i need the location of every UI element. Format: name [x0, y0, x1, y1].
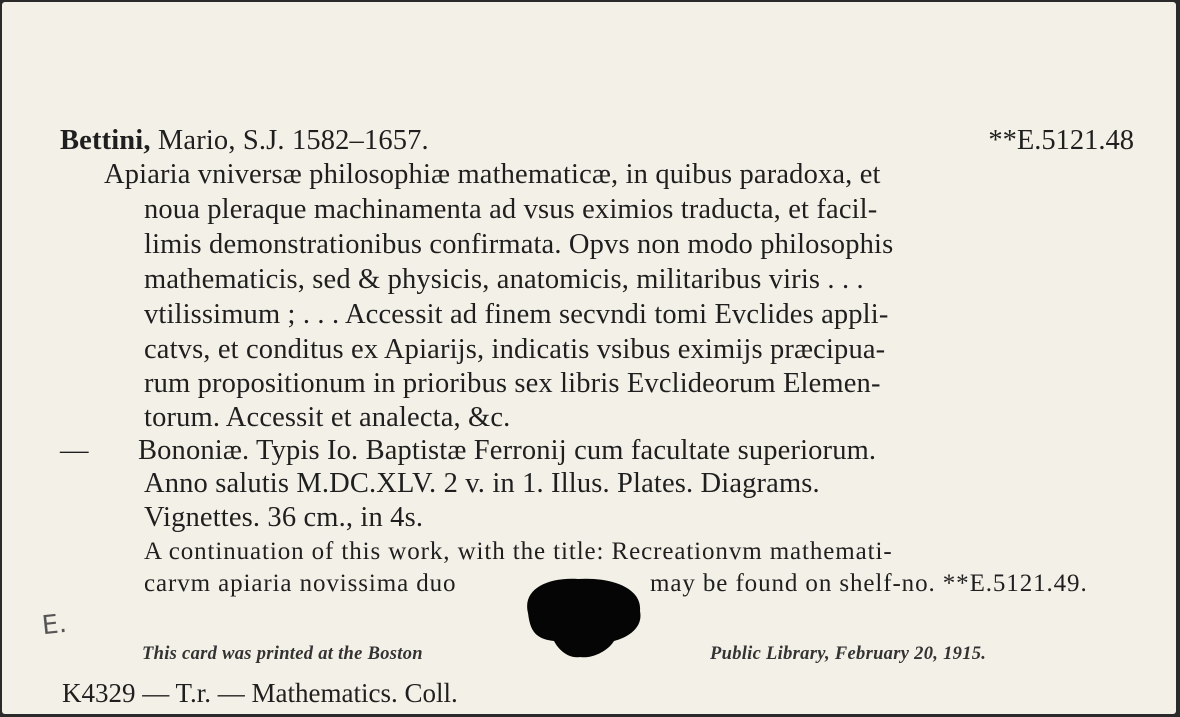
shelfmark: **E.5121.48 — [988, 125, 1134, 156]
imprint-line: Anno salutis M.DC.XLV. 2 v. in 1. Illus. Plates. Diagrams. — [144, 468, 820, 499]
footer-right: Public Library, February 20, 1915. — [710, 644, 987, 664]
title-line: catvs, et conditus ex Apiarijs, indicatis vsibus eximijs præcipua- — [144, 334, 886, 365]
catalog-card — [2, 2, 1176, 714]
title-line: torum. Accessit et analecta, &c. — [144, 402, 511, 433]
tracing-line: K4329 — T.r. — Mathematics. Coll. — [62, 678, 458, 708]
title-line: limis demonstrationibus confirmata. Opvs non modo philosophis — [144, 229, 894, 260]
imprint-dash: — — [60, 435, 89, 466]
note-line: carvm apiaria novissima duo — [144, 570, 457, 597]
author-surname: Bettini, — [60, 125, 151, 156]
title-line: rum propositionum in prioribus sex libris Evclideorum Elemen- — [144, 368, 881, 399]
heading-line — [60, 125, 429, 157]
note-line: may be found on shelf-no. **E.5121.49. — [650, 570, 1088, 597]
title-line: Apiaria vniversæ philosophiæ mathematicæ, in quibus paradoxa, et — [104, 159, 881, 190]
title-line: noua pleraque machinamenta ad vsus eximios traducta, et facil- — [144, 194, 878, 225]
title-line: vtilissimum ; . . . Accessit ad finem secvndi tomi Evclides appli- — [144, 299, 889, 330]
imprint-line: Bononiæ. Typis Io. Baptistæ Ferronij cum facultate superiorum. — [138, 435, 877, 466]
imprint-line: Vignettes. 36 cm., in 4s. — [144, 502, 424, 533]
ink-blot — [518, 575, 644, 659]
footer-left: This card was printed at the Boston — [142, 644, 423, 664]
author-rest: Mario, S.J. 1582–1657. — [150, 125, 429, 156]
handwritten-mark: E. — [40, 608, 69, 642]
note-line: A continuation of this work, with the title: Recreationvm mathemati- — [144, 538, 893, 565]
title-line: mathematicis, sed & physicis, anatomicis, militaribus viris . . . — [144, 264, 864, 295]
